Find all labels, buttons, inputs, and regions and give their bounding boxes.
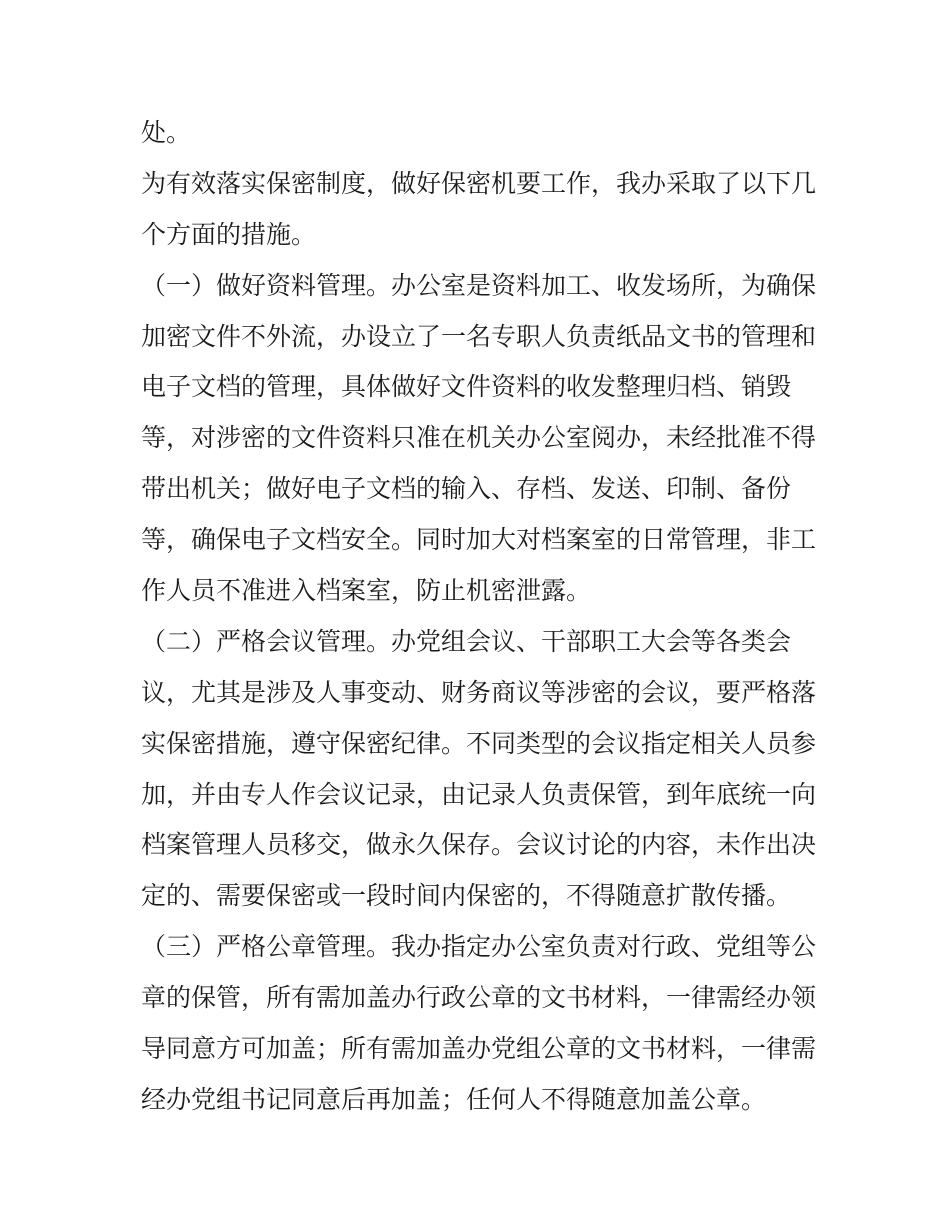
text-line: 加，并由专人作会议记录，由记录人负责保管，到年底统一向	[141, 779, 817, 809]
text-line: 档案管理人员移交，做永久保存。会议讨论的内容，未作出决	[141, 830, 817, 860]
text-line: （三）严格公章管理。我办指定办公室负责对行政、党组等公	[141, 932, 817, 962]
text-line: 章的保管，所有需加盖办行政公章的文书材料，一律需经办领	[141, 983, 817, 1013]
text-line: 为有效落实保密制度，做好保密机要工作，我办采取了以下几	[141, 168, 817, 198]
text-line: 实保密措施，遵守保密纪律。不同类型的会议指定相关人员参	[141, 728, 817, 758]
text-line: 作人员不准进入档案室，防止机密泄露。	[141, 576, 592, 606]
text-line: （二）严格会议管理。办党组会议、干部职工大会等各类会	[141, 626, 792, 656]
text-line: 个方面的措施。	[141, 219, 317, 249]
text-line: 等，对涉密的文件资料只准在机关办公室阅办，未经批准不得	[141, 423, 817, 453]
text-line: 处。	[141, 118, 192, 147]
text-line: 导同意方可加盖；所有需加盖办党组公章的文书材料，一律需	[141, 1034, 817, 1064]
text-line: 议，尤其是涉及人事变动、财务商议等涉密的会议，要严格落	[141, 677, 817, 707]
text-line: 电子文档的管理，具体做好文件资料的收发整理归档、销毁	[141, 372, 792, 402]
text-line: 等，确保电子文档安全。同时加大对档案室的日常管理，非工	[141, 525, 817, 555]
text-line: 经办党组书记同意后再加盖；任何人不得随意加盖公章。	[141, 1084, 767, 1114]
text-line: 定的、需要保密或一段时间内保密的，不得随意扩散传播。	[141, 881, 792, 911]
document-body	[141, 108, 831, 1126]
text-line: 加密文件不外流，办设立了一名专职人负责纸品文书的管理和	[141, 321, 817, 351]
text-line: （一）做好资料管理。办公室是资料加工、收发场所，为确保	[141, 270, 817, 300]
text-line: 带出机关；做好电子文档的输入、存档、发送、印制、备份	[141, 474, 792, 504]
